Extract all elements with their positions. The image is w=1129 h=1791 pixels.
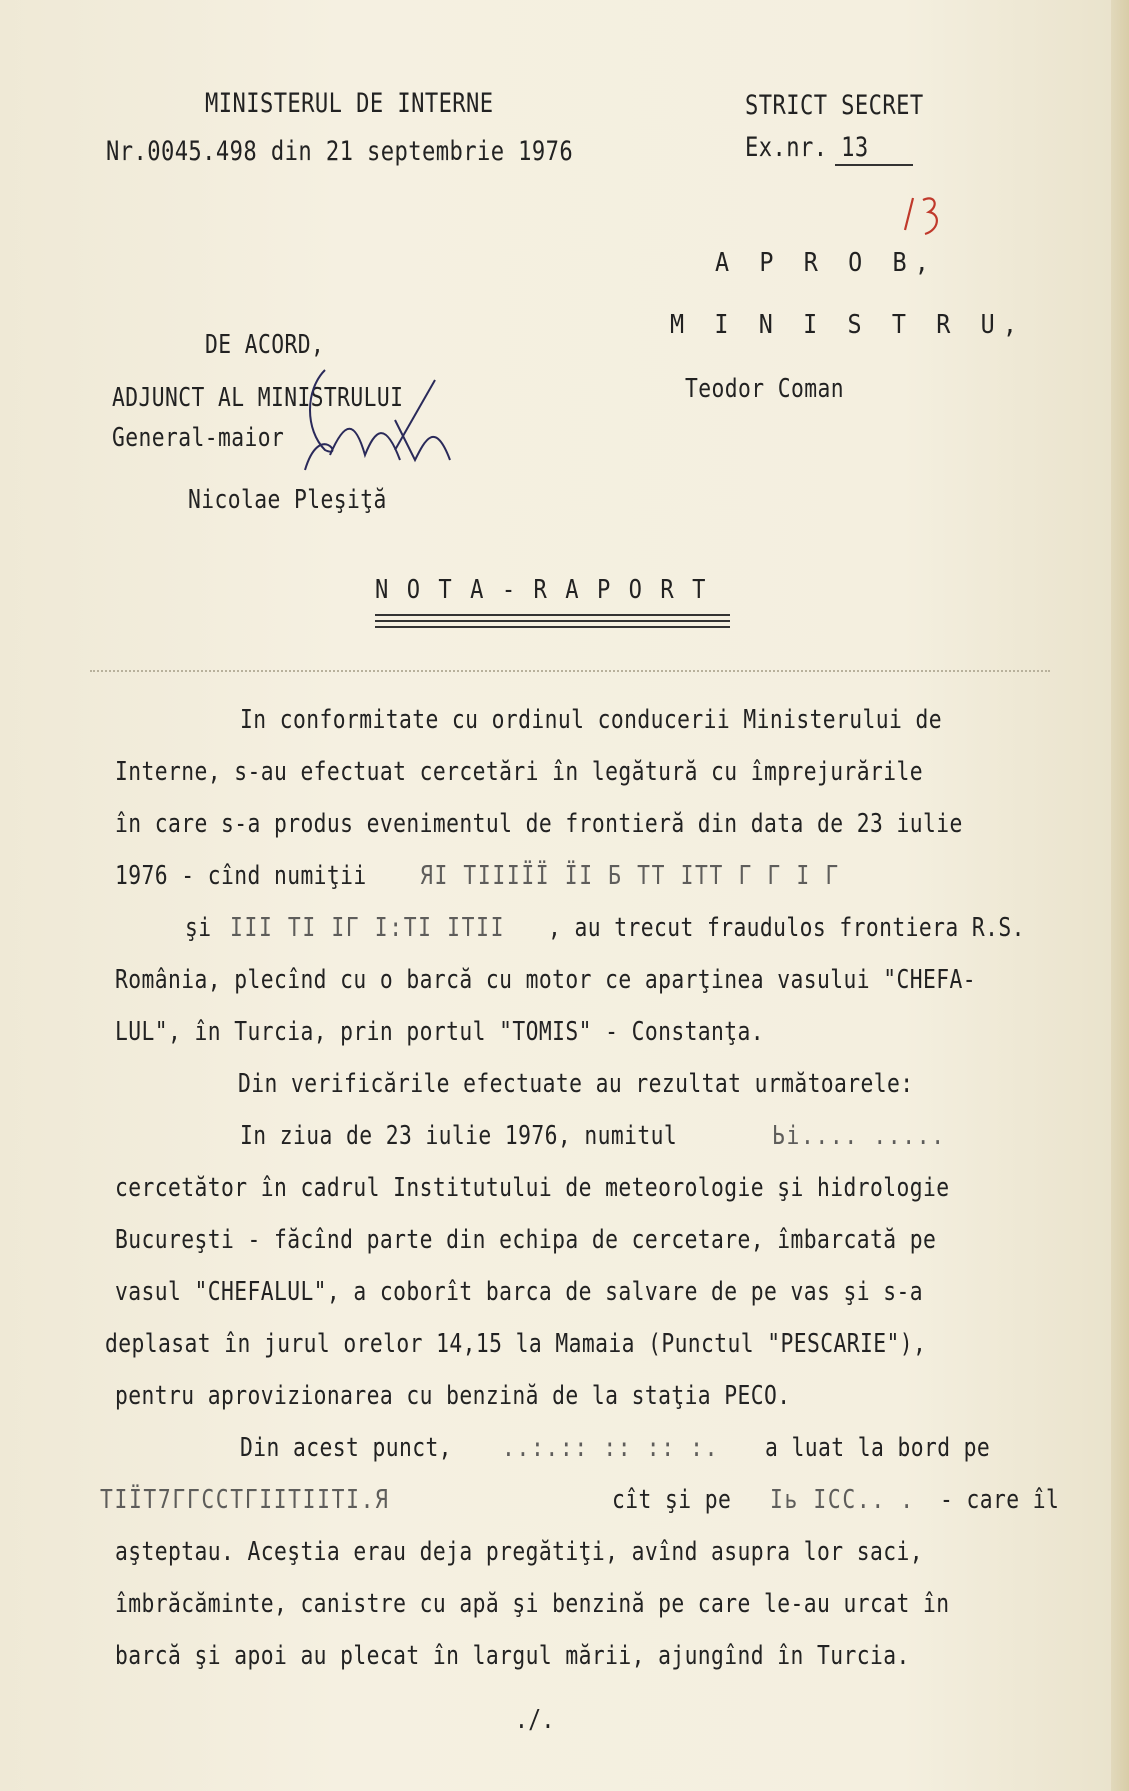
body-line: îmbrăcăminte, canistre cu apă şi benzină pe care le-au urcat în bbox=[115, 1589, 950, 1619]
classification: STRICT SECRET bbox=[745, 90, 924, 121]
approval-role: M I N I S T R U, bbox=[670, 310, 1026, 340]
body-line: şi bbox=[185, 913, 212, 943]
body-line: In conformitate cu ordinul conducerii Ministerului de bbox=[240, 705, 943, 735]
body-line: 1976 - cînd numiţii bbox=[115, 861, 367, 891]
approval-label: A P R O B, bbox=[715, 248, 937, 278]
body-line: Din verificările efectuate au rezultat următoarele: bbox=[238, 1069, 914, 1099]
agreement-name: Nicolae Pleşiţă bbox=[188, 485, 387, 515]
body-line: Bucureşti - făcînd parte din echipa de cercetare, îmbarcată pe bbox=[115, 1225, 937, 1255]
body-line: , au trecut fraudulos frontiera R.S. bbox=[548, 913, 1025, 943]
ministry-name: MINISTERUL DE INTERNE bbox=[205, 88, 494, 119]
body-line: Din acest punct, bbox=[240, 1433, 452, 1463]
agreement-role: ADJUNCT AL MINISTRULUI bbox=[112, 383, 404, 413]
agreement-label: DE ACORD, bbox=[205, 330, 325, 360]
copy-number-underline bbox=[835, 164, 913, 166]
body-line: în care s-a produs evenimentul de frontieră din data de 23 iulie bbox=[115, 809, 963, 839]
title-underline-2 bbox=[375, 620, 730, 622]
body-line: In ziua de 23 iulie 1976, numitul bbox=[240, 1121, 678, 1151]
redacted-name: ТІЇТ7ГГССТГІІТІІТІ.Я bbox=[100, 1485, 390, 1515]
redacted-name: Іь ІСС.. . bbox=[770, 1485, 915, 1515]
body-line: România, plecînd cu o barcă cu motor ce aparţinea vasului "CHEFA- bbox=[115, 965, 976, 995]
body-line: pentru aprovizionarea cu benzină de la staţia PECO. bbox=[115, 1381, 791, 1411]
body-line: - care îl bbox=[940, 1485, 1060, 1515]
body-line: cît şi pe bbox=[612, 1485, 732, 1515]
continuation-mark: ./. bbox=[515, 1705, 555, 1735]
body-line: vasul "CHEFALUL", a coborît barca de salvare de pe vas şi s-a bbox=[115, 1277, 923, 1307]
handwritten-number-mark bbox=[895, 190, 955, 250]
body-line: a luat la bord pe bbox=[765, 1433, 991, 1463]
redacted-name: ЯІ ТІІІЇЇ ЇІ Б ТТ ІТТ Г Г І Г bbox=[420, 861, 840, 891]
body-line: deplasat în jurul orelor 14,15 la Mamaia (Punctul "PESCARIE"), bbox=[105, 1329, 927, 1359]
handwritten-signature bbox=[285, 360, 485, 490]
title-underline-1 bbox=[375, 614, 730, 616]
approval-name: Teodor Coman bbox=[685, 374, 844, 404]
agreement-rank: General-maior bbox=[112, 423, 285, 453]
body-line: cercetător în cadrul Institutului de meteorologie şi hidrologie bbox=[115, 1173, 950, 1203]
body-line: Interne, s-au efectuat cercetări în legătură cu împrejurările bbox=[115, 757, 923, 787]
document-number: Nr.0045.498 din 21 septembrie 1976 bbox=[106, 136, 574, 167]
page-edge bbox=[1111, 0, 1129, 1791]
title-underline-3 bbox=[375, 626, 730, 628]
body-line: barcă şi apoi au plecat în largul mării, ajungînd în Turcia. bbox=[115, 1641, 910, 1671]
body-line: LUL", în Turcia, prin portul "TOMIS" - Constanţa. bbox=[115, 1017, 765, 1047]
redacted-name: Ьі.... ..... bbox=[772, 1121, 946, 1151]
document-title: N O T A - R A P O R T bbox=[375, 575, 708, 605]
body-line: aşteptau. Aceştia erau deja pregătiţi, avînd asupra lor saci, bbox=[115, 1537, 923, 1567]
redacted-name: ..:.:: :: :: :. bbox=[502, 1433, 720, 1463]
separator-line bbox=[90, 670, 1050, 672]
redacted-name: ІІІ ТІ ІГ І:ТІ ІТІІ bbox=[230, 913, 506, 943]
copy-number: Ex.nr. 13 bbox=[745, 132, 869, 163]
